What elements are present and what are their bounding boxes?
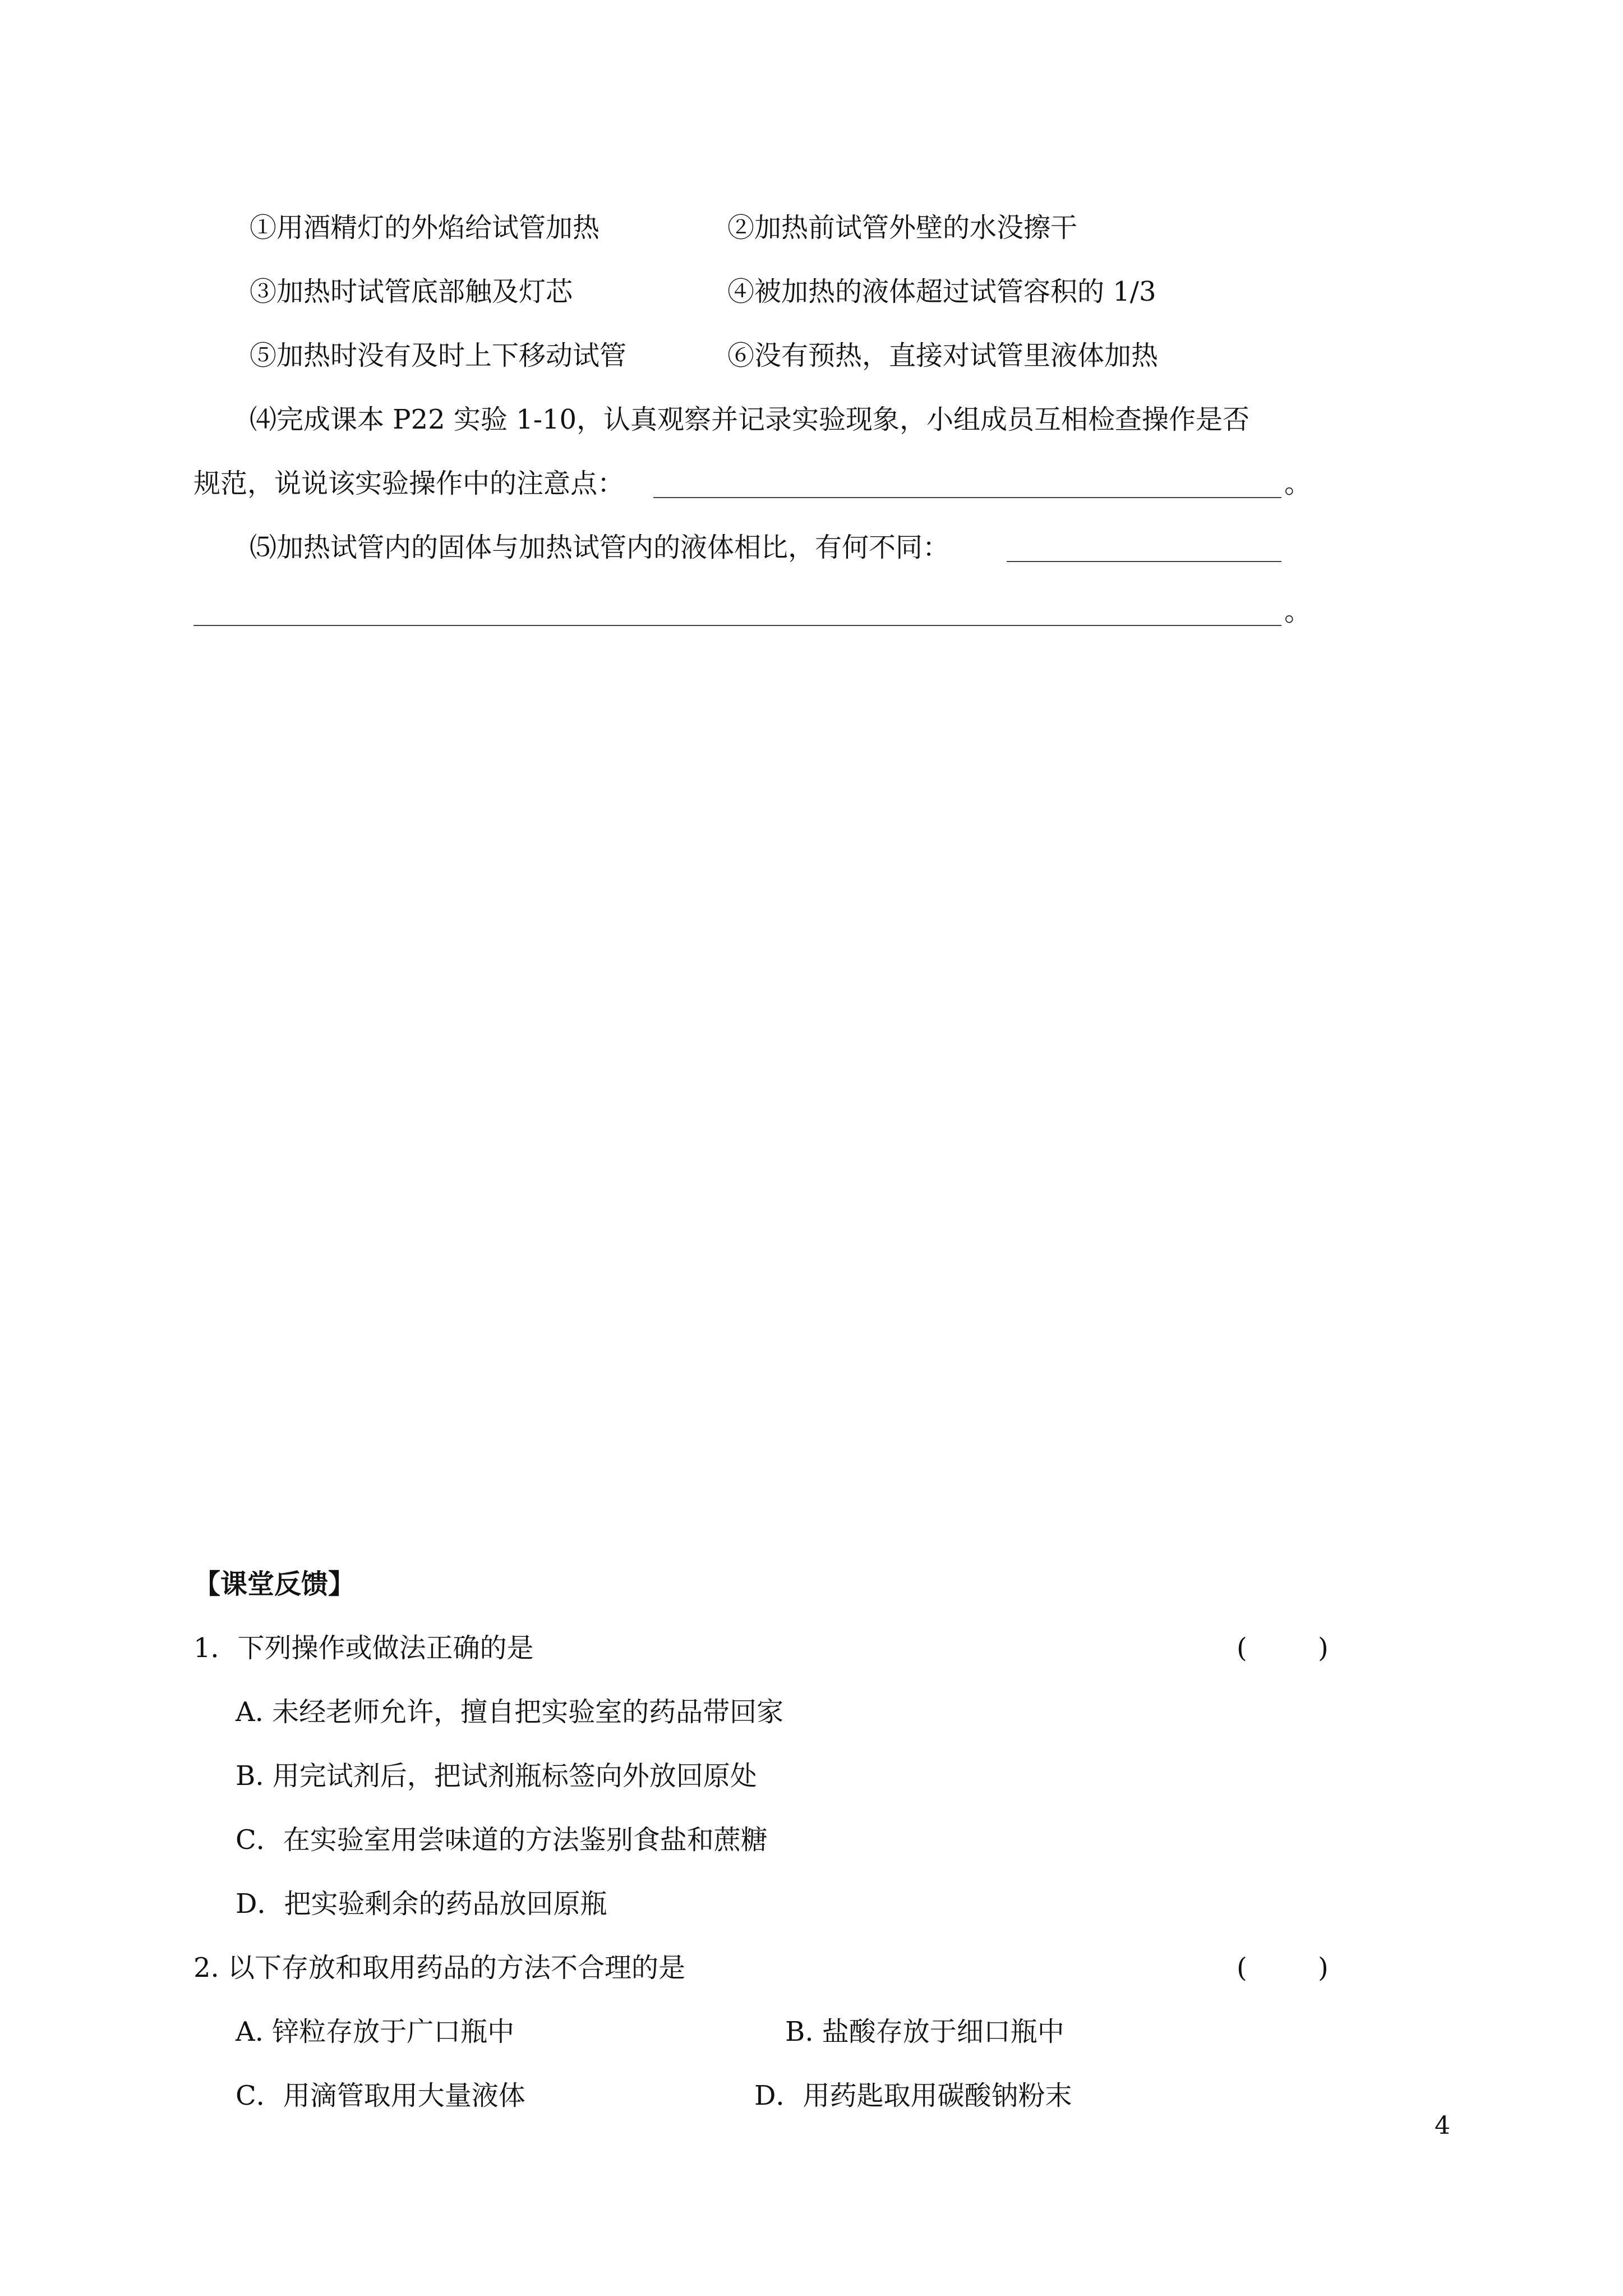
q1-option-b: B. 用完试剂后，把试剂瓶标签向外放回原处: [236, 1760, 757, 1792]
q2-paren-close: ): [1318, 1952, 1329, 1984]
option-4: ④被加热的液体超过试管容积的 1/3: [727, 276, 1156, 307]
section-title: 【课堂反馈】: [193, 1568, 356, 1600]
q2-paren-open: (: [1237, 1952, 1247, 1984]
q1-option-c: C．在实验室用尝味道的方法鉴别食盐和蔗糖: [236, 1824, 768, 1856]
item4-period: 。: [1284, 468, 1312, 499]
item4-line2-prefix: 规范，说说该实验操作中的注意点：: [193, 468, 625, 499]
item4-answer-blank[interactable]: [653, 497, 1281, 498]
q2-answer-slot[interactable]: [1248, 1981, 1310, 1982]
item5-period: 。: [1284, 596, 1312, 627]
q2-option-a: A. 锌粒存放于广口瓶中: [236, 2016, 515, 2047]
q2-stem: 2. 以下存放和取用药品的方法不合理的是: [193, 1952, 686, 1984]
q1-option-d: D．把实验剩余的药品放回原瓶: [236, 1888, 607, 1920]
option-6: ⑥没有预热，直接对试管里液体加热: [727, 340, 1159, 371]
q1-paren-open: (: [1237, 1632, 1247, 1664]
option-1: ①用酒精灯的外焰给试管加热: [250, 212, 600, 243]
item5-line1-prefix: ⑸加热试管内的固体与加热试管内的液体相比，有何不同：: [250, 532, 950, 563]
option-5: ⑤加热时没有及时上下移动试管: [250, 340, 627, 371]
page-number: 4: [1435, 2111, 1450, 2140]
q2-option-b: B. 盐酸存放于细口瓶中: [785, 2016, 1064, 2047]
q2-option-c: C．用滴管取用大量液体: [236, 2080, 525, 2111]
item4-line1: ⑷完成课本 P22 实验 1-10，认真观察并记录实验现象，小组成员互相检查操作是否: [250, 404, 1249, 435]
option-2: ②加热前试管外壁的水没擦干: [727, 212, 1078, 243]
item5-answer-blank-2[interactable]: [193, 625, 1281, 626]
q1-option-a: A. 未经老师允许，擅自把实验室的药品带回家: [236, 1696, 784, 1728]
option-3: ③加热时试管底部触及灯芯: [250, 276, 573, 307]
q1-paren-close: ): [1318, 1632, 1329, 1664]
q2-option-d: D．用药匙取用碳酸钠粉末: [754, 2080, 1072, 2111]
q1-answer-slot[interactable]: [1248, 1662, 1310, 1663]
q1-stem: 1．下列操作或做法正确的是: [193, 1632, 534, 1664]
item5-answer-blank-1[interactable]: [1007, 561, 1281, 562]
